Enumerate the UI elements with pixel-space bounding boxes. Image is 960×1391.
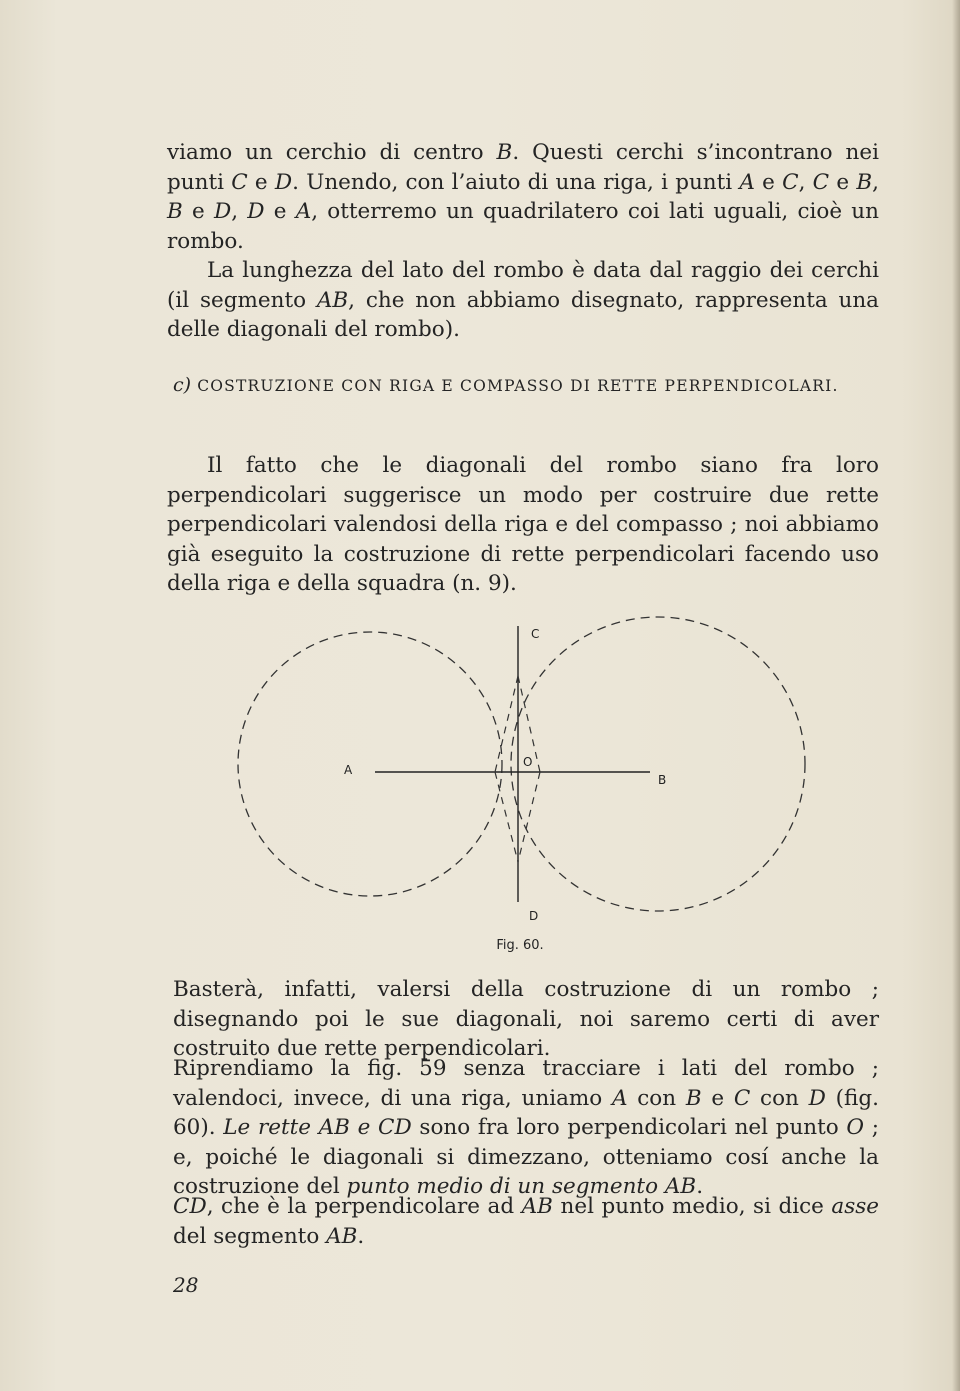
- circle-centered-b: [511, 617, 805, 911]
- figure-caption: Fig. 60.: [496, 938, 544, 953]
- circle-centered-a: [238, 632, 502, 896]
- section-heading: [173, 372, 879, 400]
- rhombus-side-ac: [495, 676, 518, 772]
- paragraph-perpendicular: Il fatto che le diagonali del rombo siano fra loro perpendicolari suggerisce un modo per costruire due rette perpendicolari valendosi della riga e del compasso ; noi abbiamo già eseguito la costruzione di rette perpendicolari facendo uso della riga e della squadra (n. 9).: [167, 453, 879, 597]
- paragraph-axis: CD, che è la perpendicolare ad AB nel punto medio, si dice asse del segmento AB.: [173, 1194, 879, 1249]
- section-title: COSTRUZIONE CON RIGA E COMPASSO DI RETTE PERPENDICOLARI.: [197, 377, 839, 395]
- label-o: O: [523, 755, 533, 769]
- page-edge-shadow: [952, 0, 960, 1391]
- paragraph-fig59: Riprendiamo la fig. 59 senza tracciare i lati del rombo ; valendoci, invece, di una riga, uniamo A con B e C con D (fig. 60). Le rette AB e CD sono fra loro perpendicolari nel punto O ; e, poiché le diagonali si dimezzano, otteniamo cosí anche la costruzione del punto medio di un segmento AB.: [173, 1056, 879, 1200]
- label-b: B: [658, 773, 667, 787]
- section-label: c): [173, 374, 192, 396]
- page-number: 28: [173, 1273, 199, 1297]
- paragraph-intro: viamo un cerchio di centro B. Questi cerchi s’incontrano nei punti C e D. Unendo, con l’aiuto di una riga, i punti A e C, C e B, B e D, D e A, otterremo un quadrilatero coi lati uguali, cioè un rombo.: [167, 140, 879, 254]
- paragraph-rhombus-side: La lunghezza del lato del rombo è data dal raggio dei cerchi (il segmento AB, che non abbiamo disegnato, rappresenta una delle diagonali del rombo).: [167, 258, 879, 343]
- figure-60: [230, 612, 820, 937]
- paragraph-rhombus-construction: Basterà, infatti, valersi della costruzione di un rombo ; disegnando poi le sue diagonali, noi saremo certi di aver costruito due rette perpendicolari.: [173, 977, 879, 1062]
- label-a: A: [344, 763, 353, 777]
- label-d: D: [529, 909, 539, 923]
- rhombus-side-ad: [495, 772, 518, 862]
- figure-60-diagram: [230, 612, 820, 937]
- label-c: C: [531, 627, 540, 641]
